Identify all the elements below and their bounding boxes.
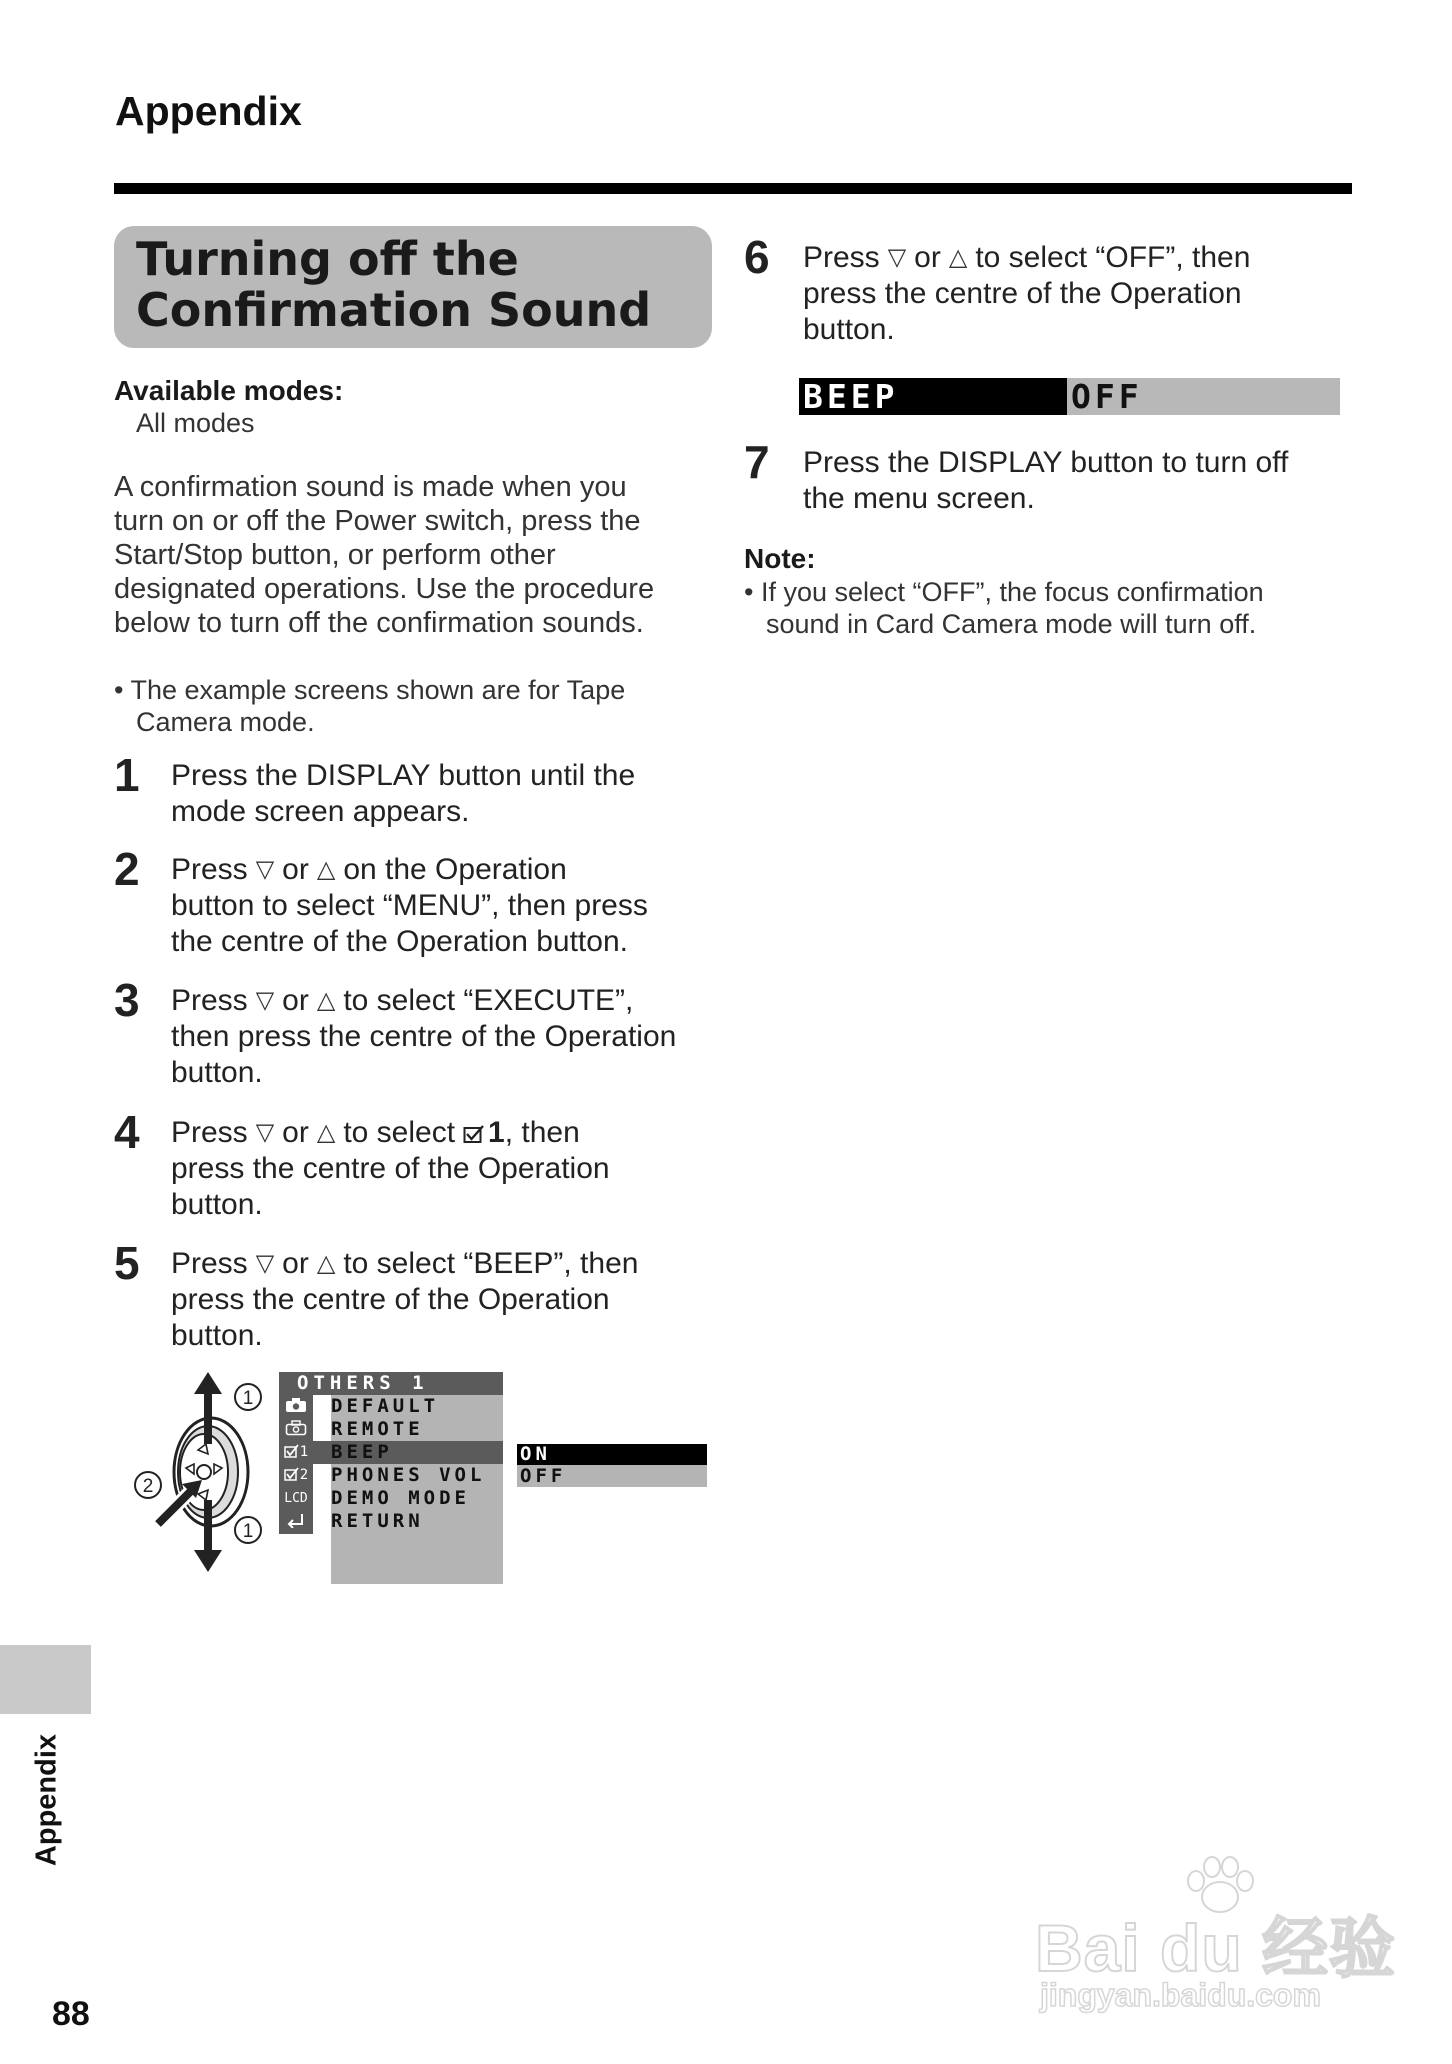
- beep-label: BEEP: [803, 377, 899, 416]
- or-word: or: [282, 853, 309, 886]
- down-triangle-icon: ▽: [255, 987, 275, 1014]
- step-line: [171, 852, 648, 888]
- menu-item-remote[interactable]: REMOTE: [331, 1418, 424, 1440]
- sidebar-tab: [0, 1645, 91, 1714]
- down-triangle-icon: ▽: [255, 1250, 275, 1277]
- step-text: [803, 240, 1250, 348]
- step-line: button to select “MENU”, then press: [171, 889, 648, 922]
- step-line-end: on the Operation: [343, 853, 567, 886]
- menu-title: OTHERS 1: [279, 1372, 503, 1395]
- others1-icon: [279, 1441, 313, 1464]
- step-line: [171, 1246, 638, 1282]
- or-word: or: [282, 1247, 309, 1280]
- step-line: [803, 240, 1250, 276]
- up-triangle-icon: △: [316, 987, 336, 1014]
- step-number: 4: [114, 1106, 140, 1158]
- step-line: the centre of the Operation button.: [171, 925, 628, 958]
- intro-line: below to turn off the confirmation sounds.: [114, 607, 644, 639]
- note-line-1: • If you select “OFF”, the focus confirmation: [744, 577, 1264, 607]
- intro-line: A confirmation sound is made when you: [114, 471, 627, 503]
- step-number: 5: [114, 1237, 140, 1289]
- card-camera-icon: [279, 1418, 313, 1441]
- menu-item-beep[interactable]: BEEP: [331, 1441, 393, 1463]
- intro-paragraph: [114, 470, 724, 640]
- step-text: [803, 445, 1288, 517]
- press-word: Press: [171, 1116, 248, 1149]
- watermark-sub: jingyan.baidu.com: [1040, 1977, 1321, 2013]
- press-word: Press: [171, 1247, 248, 1280]
- available-modes-value: All modes: [136, 408, 255, 438]
- step-line: mode screen appears.: [171, 795, 470, 828]
- step-line: button.: [171, 1056, 263, 1089]
- beep-off-screen: [799, 378, 1340, 415]
- title-line-1: Turning off the: [136, 232, 519, 286]
- example-note-line-2: Camera mode.: [136, 707, 315, 737]
- baidu-watermark: [1030, 1855, 1397, 2025]
- step-line: button.: [171, 1188, 263, 1221]
- note-text: [744, 576, 1264, 640]
- page-number: 88: [52, 1995, 90, 2033]
- up-triangle-icon: △: [948, 244, 968, 271]
- step-text: [171, 758, 635, 830]
- step-number: 1: [114, 749, 140, 801]
- step-number: 7: [744, 436, 770, 488]
- callout-1-top: 1: [242, 1388, 254, 1409]
- callout-1-bottom: 1: [242, 1521, 254, 1542]
- example-note: [114, 674, 625, 738]
- step-line: [171, 1115, 610, 1151]
- up-triangle-icon: △: [316, 1119, 336, 1146]
- step-line: Press the DISPLAY button until the: [171, 759, 636, 792]
- step-text: [171, 983, 676, 1091]
- or-word: or: [282, 984, 309, 1017]
- lcd-icon-label: LCD: [284, 1491, 308, 1506]
- sidebar-label-text: Appendix: [30, 1733, 63, 1867]
- step-text: [171, 852, 648, 960]
- menu-screen: [279, 1372, 711, 1584]
- step-line: Press the DISPLAY button to turn off: [803, 446, 1289, 479]
- step-line: press the centre of the Operation: [803, 277, 1242, 310]
- or-word: or: [282, 1116, 309, 1149]
- step-line: [171, 983, 676, 1019]
- menu-item-return[interactable]: RETURN: [331, 1510, 424, 1532]
- intro-line: designated operations. Use the procedure: [114, 573, 655, 605]
- note-line-2: sound in Card Camera mode will turn off.: [766, 609, 1257, 639]
- menu-item-default[interactable]: DEFAULT: [331, 1395, 440, 1417]
- or-word: or: [914, 241, 941, 274]
- up-triangle-icon: △: [316, 856, 336, 883]
- step-line-end: to select “BEEP”, then: [343, 1247, 639, 1280]
- down-triangle-icon: ▽: [255, 856, 275, 883]
- step-number: 6: [744, 231, 770, 283]
- step-line: button.: [803, 313, 895, 346]
- available-modes-label: Available modes:: [114, 375, 344, 406]
- step-line: then press the centre of the Operation: [171, 1020, 677, 1053]
- up-triangle-icon: △: [316, 1250, 336, 1277]
- title-box: [114, 226, 712, 348]
- beep-value: OFF: [1071, 377, 1143, 416]
- step-line-mid: to select: [343, 1116, 456, 1149]
- down-triangle-icon: ▽: [255, 1119, 275, 1146]
- others1-icon-label: 1: [299, 1444, 309, 1460]
- others-menu-number: 1: [488, 1116, 505, 1149]
- intro-line: Start/Stop button, or perform other: [114, 539, 556, 571]
- step-line-end: to select “OFF”, then: [975, 241, 1251, 274]
- step-number: 2: [114, 843, 140, 895]
- others2-icon: [279, 1464, 313, 1487]
- example-note-line-1: • The example screens shown are for Tape: [114, 675, 626, 705]
- callout-2: 2: [142, 1476, 154, 1497]
- step-line: the menu screen.: [803, 482, 1035, 515]
- others2-icon-label: 2: [299, 1467, 309, 1483]
- press-word: Press: [171, 984, 248, 1017]
- camera-icon: [279, 1395, 313, 1418]
- step-line: button.: [171, 1319, 263, 1352]
- option-off[interactable]: OFF: [517, 1465, 707, 1487]
- step-line-end: , then: [504, 1116, 580, 1149]
- menu-item-phones-vol[interactable]: PHONES VOL: [331, 1464, 486, 1486]
- operation-button-diagram: [128, 1372, 278, 1572]
- step-line-end: to select “EXECUTE”,: [343, 984, 634, 1017]
- menu-gap-column: [313, 1395, 331, 1534]
- down-triangle-icon: ▽: [887, 244, 907, 271]
- sidebar-label: [2, 1720, 92, 1880]
- title-line-2: Confirmation Sound: [136, 283, 652, 337]
- lcd-icon: [279, 1487, 313, 1510]
- step-text: [171, 1115, 610, 1223]
- step-line: press the centre of the Operation: [171, 1283, 610, 1316]
- option-on[interactable]: ON: [517, 1444, 707, 1465]
- header-rule: [114, 183, 1352, 194]
- watermark-main: Bai du 经验: [1035, 1911, 1397, 1985]
- section-header: Appendix: [115, 88, 302, 134]
- others-menu-icon: [463, 1124, 485, 1144]
- intro-line: turn on or off the Power switch, press the: [114, 505, 641, 537]
- return-icon: [279, 1510, 313, 1533]
- press-word: Press: [171, 853, 248, 886]
- step-number: 3: [114, 974, 140, 1026]
- step-line: press the centre of the Operation: [171, 1152, 610, 1185]
- step-text: [171, 1246, 638, 1354]
- menu-item-demo-mode[interactable]: DEMO MODE: [331, 1487, 470, 1509]
- note-label: Note:: [744, 543, 816, 574]
- press-word: Press: [803, 241, 880, 274]
